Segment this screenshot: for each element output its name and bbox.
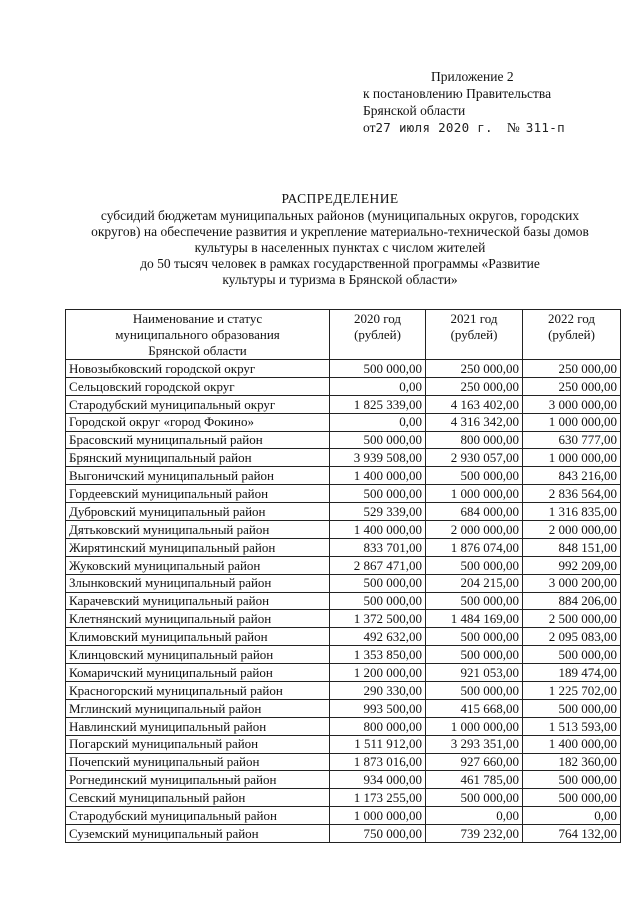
- amount-2021: 2 930 057,00: [426, 449, 523, 467]
- table-row: [66, 449, 621, 467]
- amount-2022: 1 513 593,00: [523, 717, 621, 735]
- title-heading: РАСПРЕДЕЛЕНИЕ: [281, 191, 399, 206]
- municipality-name: Выгоничский муниципальный район: [66, 467, 330, 485]
- municipality-name: Красногорский муниципальный район: [66, 682, 330, 700]
- amount-2021: 0,00: [426, 807, 523, 825]
- amount-2022: 182 360,00: [523, 753, 621, 771]
- municipality-name: Жуковский муниципальный район: [66, 556, 330, 574]
- amount-2020: 1 400 000,00: [330, 467, 426, 485]
- amount-2022: 189 474,00: [523, 664, 621, 682]
- amount-2021: 500 000,00: [426, 682, 523, 700]
- amount-2022: 500 000,00: [523, 789, 621, 807]
- amount-2022: 500 000,00: [523, 771, 621, 789]
- table-row: [66, 377, 621, 395]
- header-name: Наименование и статус муниципального образования Брянской области: [66, 310, 330, 360]
- amount-2021: 250 000,00: [426, 360, 523, 378]
- amount-2022: 2 500 000,00: [523, 610, 621, 628]
- table-row: [66, 360, 621, 378]
- amount-2022: 500 000,00: [523, 699, 621, 717]
- amount-2022: 884 206,00: [523, 592, 621, 610]
- subsidy-table: [65, 309, 621, 843]
- table-row: [66, 574, 621, 592]
- amount-2021: 500 000,00: [426, 646, 523, 664]
- municipality-name: Клинцовский муниципальный район: [66, 646, 330, 664]
- amount-2021: 500 000,00: [426, 789, 523, 807]
- amount-2021: 1 484 169,00: [426, 610, 523, 628]
- table-row: [66, 413, 621, 431]
- amount-2020: 1 200 000,00: [330, 664, 426, 682]
- amount-2022: 992 209,00: [523, 556, 621, 574]
- table-row: [66, 753, 621, 771]
- amount-2021: 800 000,00: [426, 431, 523, 449]
- appendix-number: Приложение 2: [431, 69, 514, 84]
- table-header-row: [66, 310, 621, 360]
- municipality-name: Дубровский муниципальный район: [66, 503, 330, 521]
- table-row: [66, 485, 621, 503]
- amount-2022: 2 000 000,00: [523, 521, 621, 539]
- amount-2020: 3 939 508,00: [330, 449, 426, 467]
- table-row: [66, 395, 621, 413]
- amount-2021: 250 000,00: [426, 377, 523, 395]
- table-row: [66, 503, 621, 521]
- amount-2020: 833 701,00: [330, 538, 426, 556]
- municipality-name: Дятьковский муниципальный район: [66, 521, 330, 539]
- amount-2020: 500 000,00: [330, 360, 426, 378]
- table-row: [66, 610, 621, 628]
- amount-2020: 500 000,00: [330, 574, 426, 592]
- table-row: [66, 771, 621, 789]
- amount-2020: 750 000,00: [330, 825, 426, 843]
- municipality-name: Клетнянский муниципальный район: [66, 610, 330, 628]
- amount-2021: 500 000,00: [426, 467, 523, 485]
- table-row: [66, 521, 621, 539]
- amount-2020: 1 000 000,00: [330, 807, 426, 825]
- municipality-name: Брянский муниципальный район: [66, 449, 330, 467]
- table-row: [66, 646, 621, 664]
- municipality-name: Стародубский муниципальный округ: [66, 395, 330, 413]
- table-row: [66, 592, 621, 610]
- municipality-name: Новозыбковский городской округ: [66, 360, 330, 378]
- table-row: [66, 735, 621, 753]
- table-row: [66, 717, 621, 735]
- municipality-name: Комаричский муниципальный район: [66, 664, 330, 682]
- amount-2021: 684 000,00: [426, 503, 523, 521]
- amount-2022: 1 316 835,00: [523, 503, 621, 521]
- table-row: [66, 664, 621, 682]
- municipality-name: Рогнединский муниципальный район: [66, 771, 330, 789]
- appendix-header: [363, 68, 633, 136]
- title-line: субсидий бюджетам муниципальных районов (муниципальных округов, городских: [100, 208, 580, 223]
- municipality-name: Суземский муниципальный район: [66, 825, 330, 843]
- amount-2022: 1 400 000,00: [523, 735, 621, 753]
- amount-2022: 764 132,00: [523, 825, 621, 843]
- municipality-name: Навлинский муниципальный район: [66, 717, 330, 735]
- amount-2022: 250 000,00: [523, 360, 621, 378]
- municipality-name: Погарский муниципальный район: [66, 735, 330, 753]
- title-line: культуры в населенных пунктах с числом жителей: [194, 240, 486, 255]
- amount-2020: 290 330,00: [330, 682, 426, 700]
- amount-2020: 1 400 000,00: [330, 521, 426, 539]
- amount-2021: 921 053,00: [426, 664, 523, 682]
- table-row: [66, 825, 621, 843]
- amount-2020: 500 000,00: [330, 485, 426, 503]
- table-row: [66, 467, 621, 485]
- amount-2020: 993 500,00: [330, 699, 426, 717]
- amount-2021: 204 215,00: [426, 574, 523, 592]
- document-title: [60, 191, 620, 288]
- header-2021: 2021 год (рублей): [426, 310, 523, 360]
- amount-2022: 2 836 564,00: [523, 485, 621, 503]
- amount-2020: 1 372 500,00: [330, 610, 426, 628]
- title-line: округов) на обеспечение развития и укрепление материально-технической базы домов: [91, 224, 589, 239]
- amount-2020: 1 353 850,00: [330, 646, 426, 664]
- table-row: [66, 556, 621, 574]
- amount-2021: 927 660,00: [426, 753, 523, 771]
- municipality-name: Севский муниципальный район: [66, 789, 330, 807]
- amount-2022: 1 225 702,00: [523, 682, 621, 700]
- appendix-region: Брянской области: [363, 103, 466, 118]
- amount-2021: 739 232,00: [426, 825, 523, 843]
- amount-2021: 3 293 351,00: [426, 735, 523, 753]
- amount-2020: 1 873 016,00: [330, 753, 426, 771]
- appendix-date-line: [363, 119, 633, 136]
- amount-2021: 4 163 402,00: [426, 395, 523, 413]
- amount-2021: 500 000,00: [426, 628, 523, 646]
- table-row: [66, 431, 621, 449]
- amount-2020: 1 173 255,00: [330, 789, 426, 807]
- amount-2020: 1 511 912,00: [330, 735, 426, 753]
- amount-2020: 1 825 339,00: [330, 395, 426, 413]
- resolution-number: 311-п: [525, 120, 565, 135]
- amount-2021: 1 876 074,00: [426, 538, 523, 556]
- amount-2020: 0,00: [330, 413, 426, 431]
- amount-2022: 630 777,00: [523, 431, 621, 449]
- amount-2022: 1 000 000,00: [523, 413, 621, 431]
- municipality-name: Сельцовский городской округ: [66, 377, 330, 395]
- amount-2022: 848 151,00: [523, 538, 621, 556]
- title-line: культуры и туризма в Брянской области»: [222, 272, 458, 287]
- municipality-name: Городской округ «город Фокино»: [66, 413, 330, 431]
- amount-2020: 500 000,00: [330, 431, 426, 449]
- amount-2021: 500 000,00: [426, 556, 523, 574]
- amount-2022: 500 000,00: [523, 646, 621, 664]
- title-line: до 50 тысяч человек в рамках государственной программы «Развитие: [140, 256, 540, 271]
- municipality-name: Мглинский муниципальный район: [66, 699, 330, 717]
- amount-2021: 4 316 342,00: [426, 413, 523, 431]
- table-row: [66, 628, 621, 646]
- number-sign: №: [506, 120, 520, 135]
- amount-2021: 1 000 000,00: [426, 485, 523, 503]
- amount-2021: 500 000,00: [426, 592, 523, 610]
- municipality-name: Брасовский муниципальный район: [66, 431, 330, 449]
- table-row: [66, 538, 621, 556]
- amount-2022: 3 000 000,00: [523, 395, 621, 413]
- municipality-name: Жирятинский муниципальный район: [66, 538, 330, 556]
- municipality-name: Климовский муниципальный район: [66, 628, 330, 646]
- table-row: [66, 789, 621, 807]
- date-prefix: от: [363, 120, 376, 135]
- amount-2021: 1 000 000,00: [426, 717, 523, 735]
- amount-2021: 2 000 000,00: [426, 521, 523, 539]
- municipality-name: Почепский муниципальный район: [66, 753, 330, 771]
- table-row: [66, 682, 621, 700]
- amount-2020: 800 000,00: [330, 717, 426, 735]
- amount-2022: 843 216,00: [523, 467, 621, 485]
- amount-2020: 492 632,00: [330, 628, 426, 646]
- table-body: [66, 360, 621, 843]
- amount-2020: 934 000,00: [330, 771, 426, 789]
- amount-2022: 250 000,00: [523, 377, 621, 395]
- amount-2022: 2 095 083,00: [523, 628, 621, 646]
- amount-2020: 2 867 471,00: [330, 556, 426, 574]
- table-row: [66, 699, 621, 717]
- amount-2022: 0,00: [523, 807, 621, 825]
- amount-2022: 3 000 200,00: [523, 574, 621, 592]
- appendix-resolution: к постановлению Правительства: [363, 86, 552, 101]
- municipality-name: Карачевский муниципальный район: [66, 592, 330, 610]
- amount-2021: 461 785,00: [426, 771, 523, 789]
- amount-2020: 529 339,00: [330, 503, 426, 521]
- header-2022: 2022 год (рублей): [523, 310, 621, 360]
- municipality-name: Злынковский муниципальный район: [66, 574, 330, 592]
- amount-2021: 415 668,00: [426, 699, 523, 717]
- amount-2020: 0,00: [330, 377, 426, 395]
- amount-2020: 500 000,00: [330, 592, 426, 610]
- header-2020: 2020 год (рублей): [330, 310, 426, 360]
- amount-2022: 1 000 000,00: [523, 449, 621, 467]
- municipality-name: Гордеевский муниципальный район: [66, 485, 330, 503]
- table-row: [66, 807, 621, 825]
- date-stamp: 27 июля 2020 г.: [375, 120, 493, 135]
- municipality-name: Стародубский муниципальный район: [66, 807, 330, 825]
